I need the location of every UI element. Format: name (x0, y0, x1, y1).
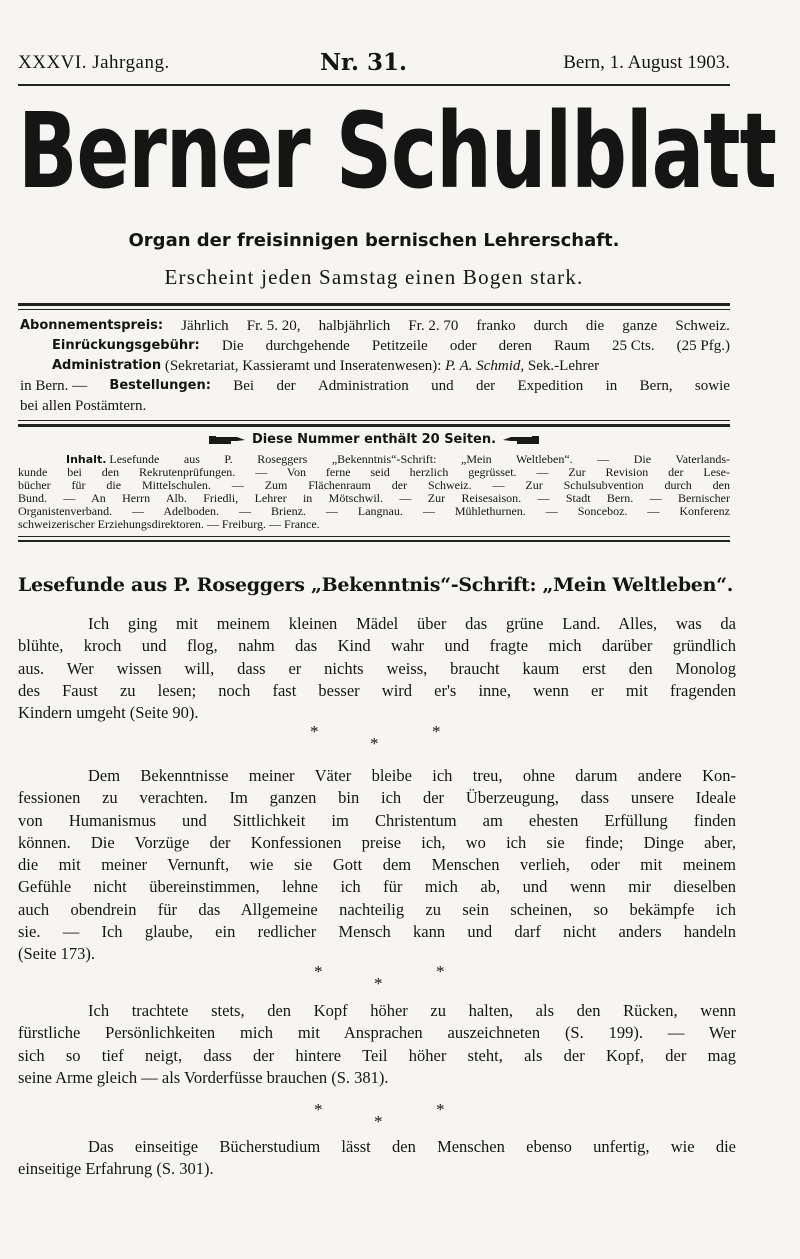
star-icon: * (314, 1100, 323, 1119)
publication-frequency: Erscheint jeden Samstag einen Bogen stark. (164, 265, 584, 289)
contents-line: schweizerischer Erziehungsdirektoren. — Freiburg. — France. (18, 517, 320, 531)
page-count-text: Diese Nummer enthält 20 Seiten. (251, 432, 497, 447)
text-line: seine Arme gleich — als Vorderfüsse brauchen (S. 381). (18, 1067, 389, 1087)
subscription-line: Administration (Sekretariat, Kassieramt und Inseratenwesen): P. A. Schmid, Sek.-Lehrer (52, 358, 600, 374)
contents-line: Organistenverband. — Adelboden. — Brienz. — Langnau. — Mühlethurnen. — Sonceboz. — Konferenz (18, 504, 730, 518)
text-line: aus. Wer wissen will, dass er nichts weiss, braucht kaum erst den Monolog (18, 658, 736, 678)
star-icon: * (436, 1100, 445, 1119)
text-line: sie. — Ich glaube, ein redlicher Mensch kann und darf nicht anders handeln (18, 922, 736, 942)
masthead-header (18, 49, 730, 82)
star-icon: * (432, 722, 441, 741)
pointing-hand-left-icon (501, 435, 539, 445)
table-of-contents (18, 453, 730, 531)
text-line: Ich trachtete stets, den Kopf höher zu halten, als den Rücken, wenn (88, 1001, 736, 1020)
header-rule-thick (18, 303, 730, 306)
article-paragraph (18, 1136, 736, 1181)
text-line: (Seite 173). (18, 944, 95, 964)
subscription-rule-thin (18, 420, 730, 421)
text-line: fürstliche Persönlichkeiten mich mit Ansprachen auszeichneten (S. 199). — Wer (18, 1023, 736, 1043)
text-line: können. Die Vorzüge der Konfessionen preise ich, wo ich sie finde; Dinge aber, (18, 832, 736, 852)
star-icon: * (370, 734, 379, 753)
pointing-hand-right-icon (209, 435, 247, 445)
newspaper-subtitle: Organ der freisinnigen bernischen Lehrerschaft. (128, 230, 620, 251)
administrator-name: P. A. Schmid, (445, 358, 525, 374)
abonnement-label: Abonnementspreis: (20, 318, 164, 333)
star-icon: * (436, 962, 445, 981)
text-line: fessionen zu verachten. Im ganzen bin ich der Überzeugung, dass unsere Ideale (18, 788, 736, 808)
text-line: Das einseitige Bücherstudium lässt den Menschen ebenso unfertig, wie die (88, 1137, 736, 1156)
text-line: Gefühle nicht übereinstimmen, lehne ich für mich ab, und wenn mir dieselben (18, 877, 736, 897)
star-icon: * (374, 974, 383, 993)
star-icon: * (314, 962, 323, 981)
volume-label: XXXVI. Jahrgang. (18, 52, 170, 73)
text-line: Dem Bekenntnisse meiner Väter bleibe ich treu, ohne darum andere Kon- (88, 766, 736, 785)
subscription-line: bei allen Postämtern. (20, 398, 147, 414)
text-line: sich so tief neigt, dass der hintere Teil höher steht, als der Kopf, der mag (18, 1045, 736, 1065)
text-line: einseitige Erfahrung (S. 301). (18, 1159, 214, 1179)
issue-number: Nr. 31. (320, 49, 408, 76)
text-line: Kindern umgeht (Seite 90). (18, 703, 199, 723)
contents-line: kunde bei den Rekrutenprüfungen. — Von ferne seid herzlich gegrüsset. — Zur Revision der Lese- (18, 465, 730, 479)
place-date: Bern, 1. August 1903. (563, 52, 730, 73)
page-count-notice (18, 431, 730, 449)
article-paragraph (18, 765, 736, 966)
subscription-line: Einrückungsgebühr: Die durchgehende Petitzeile oder deren Raum 25 Cts. (25 Pfg.) (52, 338, 730, 354)
contents-line: Bund. — An Herrn Alb. Friedli, Lehrer in Mötschwil. — Zur Reisesaison. — Stadt Bern. — Bernischer (18, 491, 730, 505)
contents-rule-thin (18, 536, 730, 537)
article-title: Lesefunde aus P. Roseggers „Bekenntnis“-Schrift: „Mein Weltleben“. (18, 574, 734, 596)
text-line: auch obendrein für das Allgemeine nachteilig zu sein scheinen, so bekämpfe ich (18, 899, 736, 919)
masthead-rule (18, 84, 730, 86)
text-line: des Faust zu lesen; noch fast besser wird er's inne, wenn er mit fragenden (18, 680, 736, 700)
header-rule-thin (18, 309, 730, 310)
article-paragraph (18, 613, 736, 724)
text-line: blühte, kroch und flog, nahm das Kind wahr und fragte mich darüber gründlich (18, 636, 736, 656)
subscription-line: Abonnementspreis: Jährlich Fr. 5. 20, halbjährlich Fr. 2. 70 franko durch die ganze Schweiz. (20, 318, 730, 334)
subscription-info (20, 316, 730, 416)
contents-rule-thick (18, 540, 730, 542)
administration-label: Administration (52, 358, 162, 373)
contents-line: Inhalt. Lesefunde aus P. Roseggers „Bekenntnis“-Schrift: „Mein Weltleben“. — Die Vaterlands- (66, 452, 730, 466)
star-icon: * (310, 722, 319, 741)
star-icon: * (374, 1112, 383, 1131)
contents-line: bücher für die Mittelschulen. — Zum Flächenraum der Schweiz. — Zur Schulsubvention durch den (18, 478, 730, 492)
newspaper-title: Berner Schulblatt (18, 91, 776, 213)
article-paragraph (18, 1000, 736, 1089)
section-divider-stars (18, 722, 730, 766)
subscription-rule-thick (18, 424, 730, 427)
text-line: von Humanismus und Sittlichkeit im Christentum am ehesten Erfüllung finden (18, 810, 736, 830)
contents-label: Inhalt. (66, 453, 107, 466)
einrueckung-label: Einrückungsgebühr: (52, 338, 200, 353)
bestellungen-label: Bestellungen: (109, 378, 211, 393)
text-line: Ich ging mit meinem kleinen Mädel über das grüne Land. Alles, was da (88, 614, 736, 633)
subscription-line: in Bern. — Bestellungen: Bei der Administration und der Expedition in Bern, sowie (20, 378, 730, 394)
text-line: die mit meiner Vernunft, wie sie Gott dem Menschen verlieh, oder mit meinem (18, 855, 736, 875)
